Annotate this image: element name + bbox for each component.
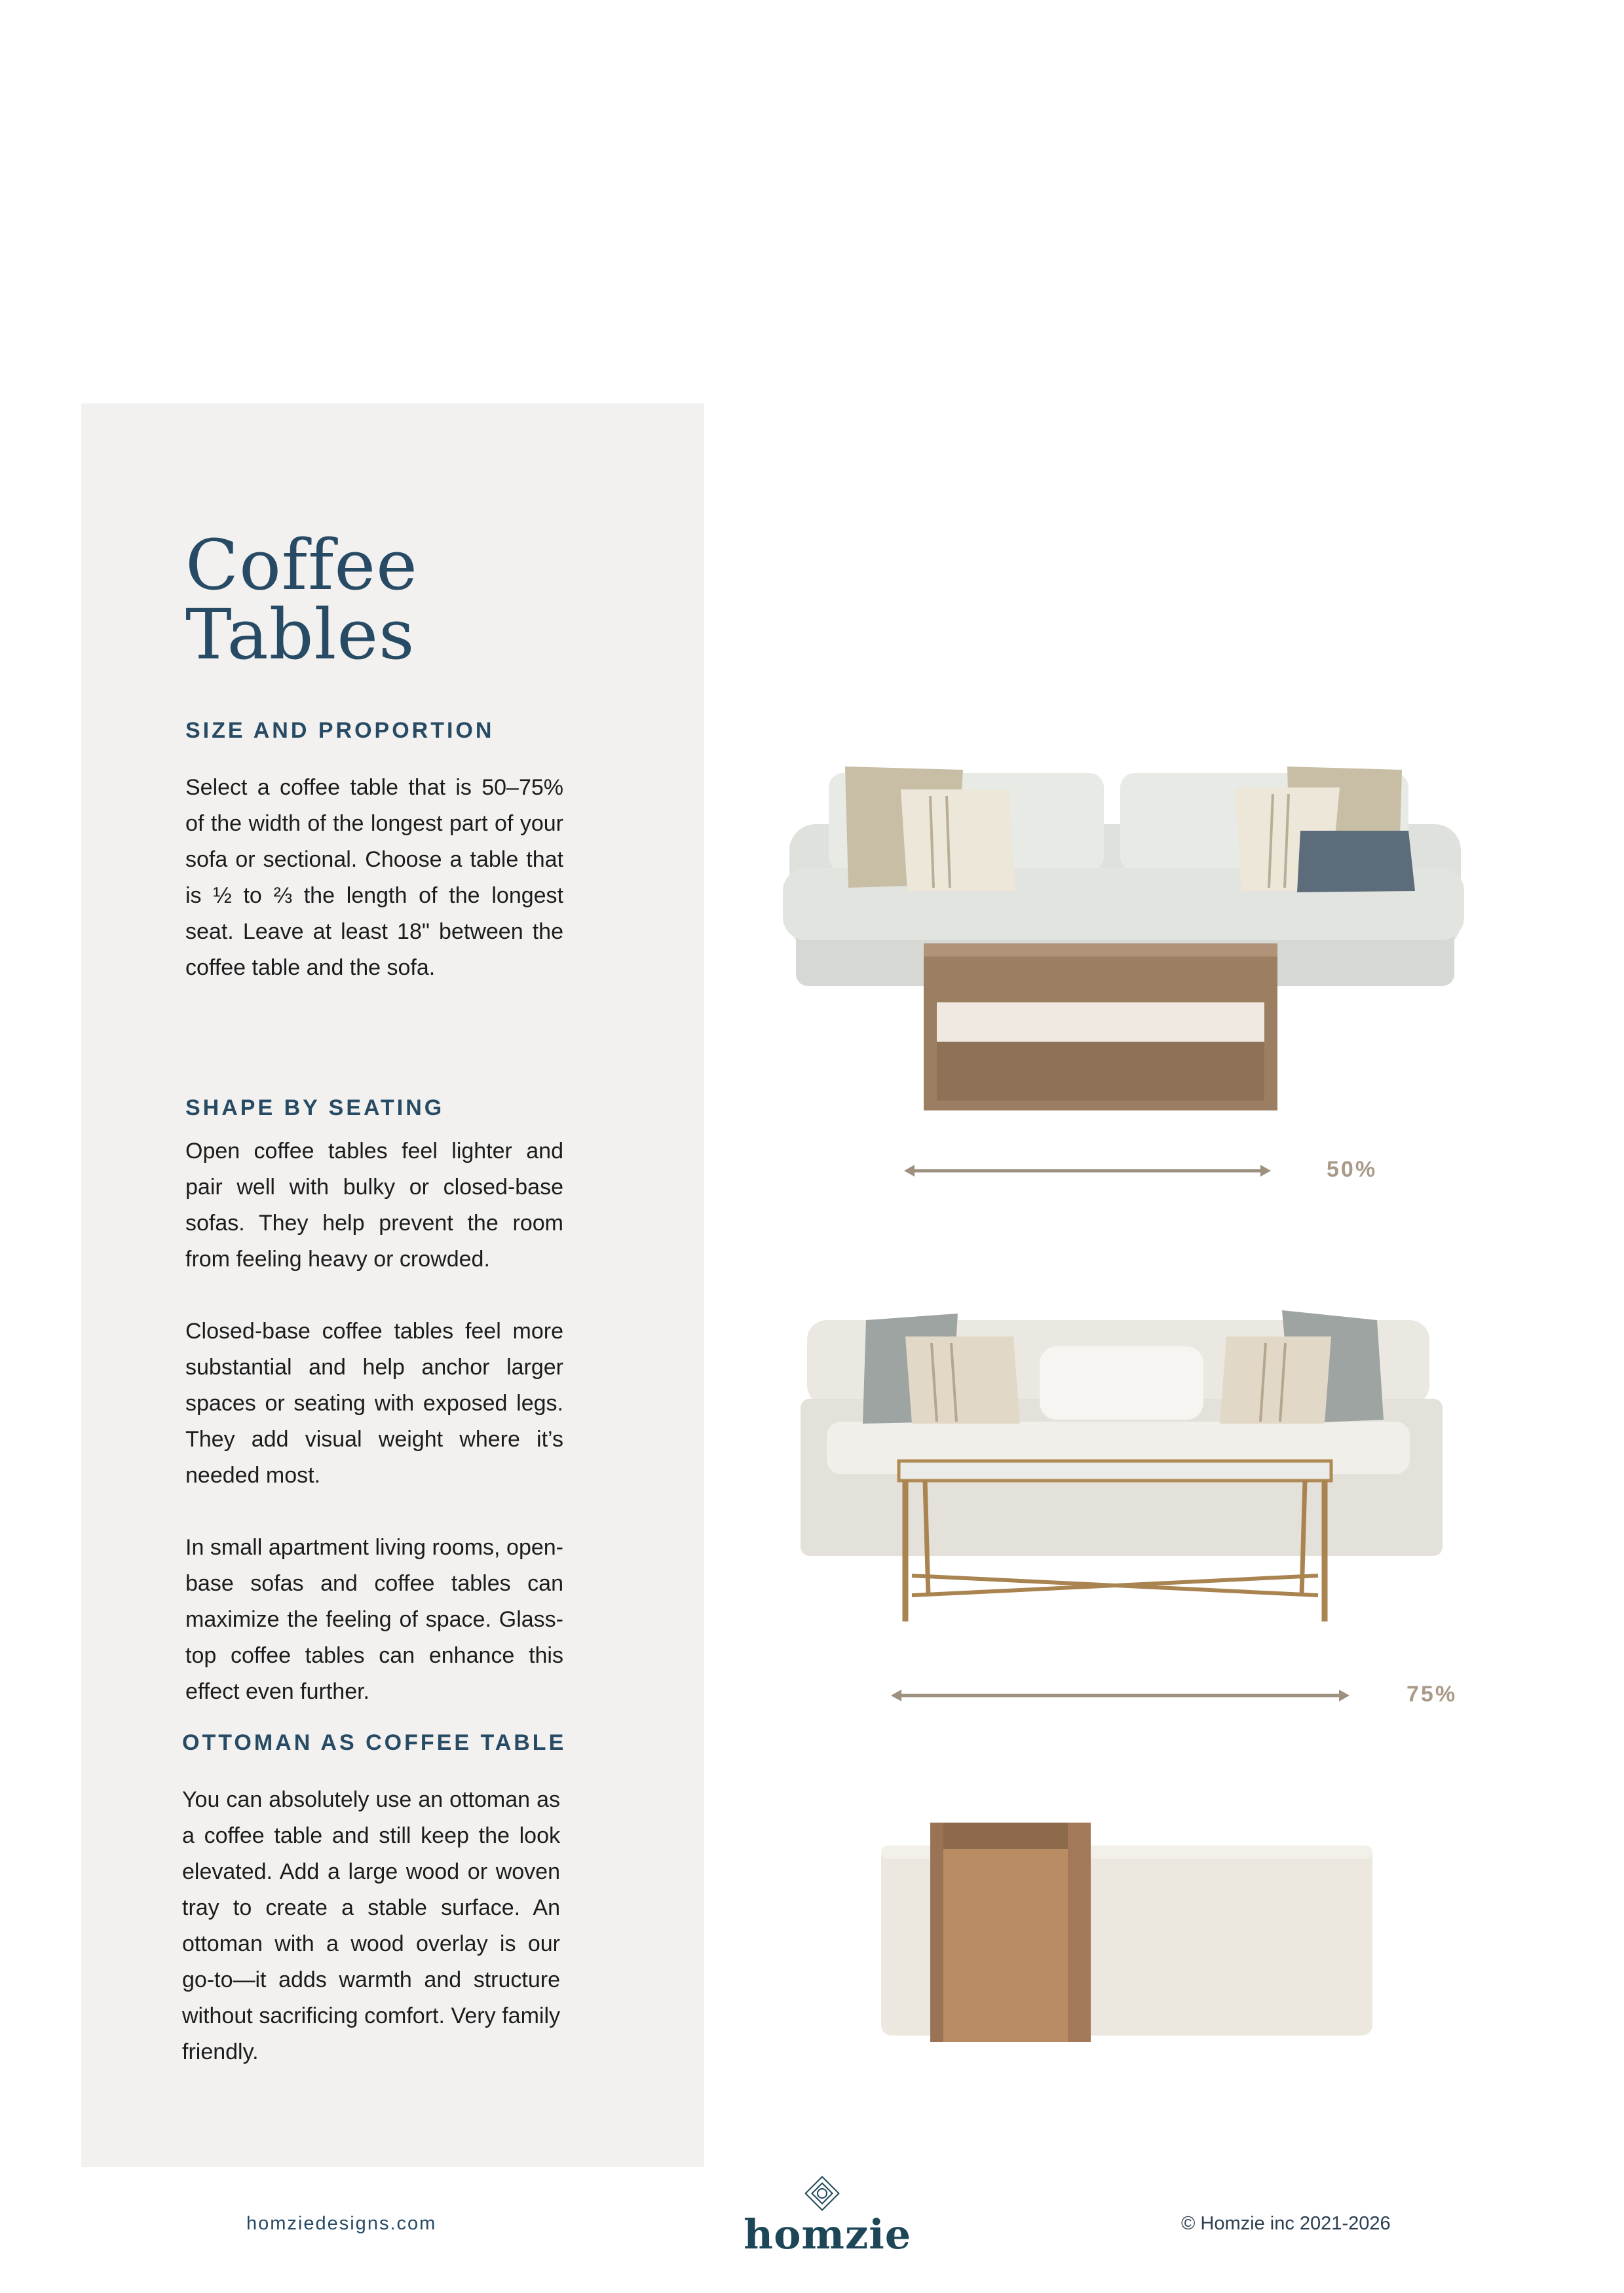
homzie-logo: [744, 2174, 912, 2258]
page-title-line-1: Coffee: [185, 525, 418, 605]
ottoman-text: You can absolutely use an ottoman as a coffee table and still keep the look elevated. Add a large wood or woven tray to create a stable surface. An ottoman with a wood overlay is our go-to—it adds warmth and structure without sacrificing comfort. Very family friendly.: [182, 1787, 560, 2064]
width-arrow-75: [891, 1686, 1350, 1705]
open-tables-text: Open coffee tables feel lighter and pair well with bulky or closed-base sofas. They help prevent the room from feeling heavy or crowded.: [185, 1139, 563, 1272]
page-title-line-2: Tables: [185, 594, 415, 675]
sofa-glass-table-image: [794, 1307, 1443, 1635]
homzie-diamond-icon: [803, 2174, 842, 2213]
size-proportion-text: Select a coffee table that is 50–75% of the width of the longest part of your sofa or sectional. Choose a table that is ½ to ⅔ the length of the longest seat. Leave at least 18" between the coffee table and the sofa.: [185, 775, 563, 980]
homzie-wordmark: homzie: [744, 2210, 912, 2258]
ottoman-heading: OTTOMAN AS COFFEE TABLE: [182, 1730, 567, 1755]
width-label-75: 75%: [1407, 1682, 1458, 1707]
size-proportion-heading: SIZE AND PROPORTION: [185, 718, 495, 743]
width-label-50: 50%: [1327, 1157, 1378, 1182]
ottoman-wood-overlay-image: [878, 1823, 1376, 2045]
closed-base-text: Closed-base coffee tables feel more substantial and help anchor larger spaces or seating with exposed legs. They add visual weight where it’s needed most.: [185, 1319, 563, 1488]
small-apartment-text: In small apartment living rooms, open-base sofas and coffee tables can maximize the feeling of space. Glass-top coffee tables can enhance this effect even further.: [185, 1535, 563, 1704]
shape-by-seating-heading: SHAPE BY SEATING: [185, 1095, 445, 1120]
footer-copyright: © Homzie inc 2021-2026: [1181, 2213, 1391, 2234]
footer-website[interactable]: homziedesigns.com: [246, 2213, 437, 2234]
page-title: [185, 525, 418, 675]
width-arrow-50: [904, 1161, 1271, 1181]
sofa-wood-table-image: [783, 753, 1471, 1120]
